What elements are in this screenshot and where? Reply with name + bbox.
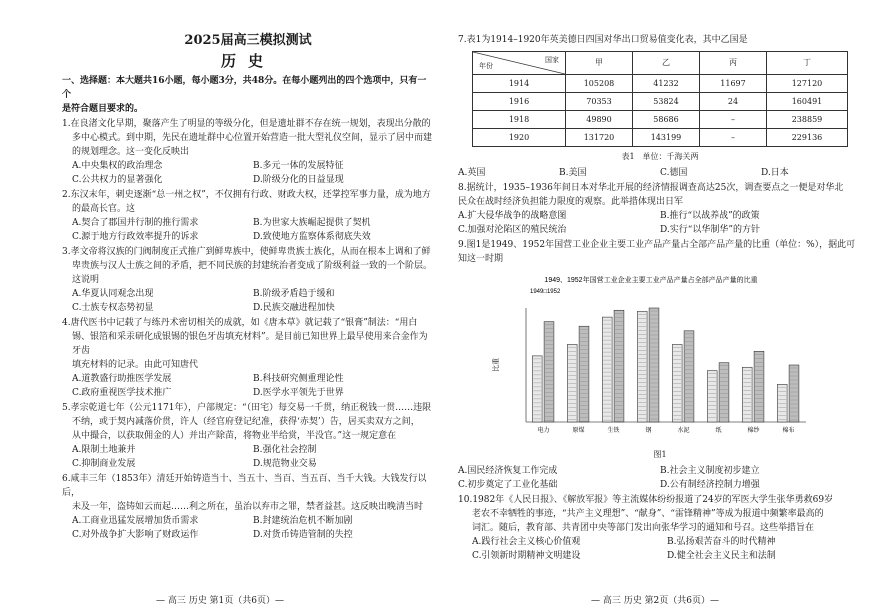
option-b: B.多元一体的发展特征: [253, 161, 344, 171]
subject-title: 历史: [220, 52, 275, 70]
instruction-line: 一、选择题：本大题共16小题，每小题3分，共48分。在每小题列出的四个选项中，只有一个: [62, 76, 427, 100]
question-stem-line: 6.咸丰三年（1853年）清廷开始铸造当十、当五十、当百、当五百、当千大钱。大钱发行以后，: [62, 474, 427, 498]
table-year-cell: 1914: [473, 75, 566, 93]
option-c: C.政府重视医学技术推广: [72, 388, 172, 398]
option-b: B.弘扬艰苦奋斗的时代精神: [667, 537, 776, 547]
option-c: C.初步奠定了工业化基础: [458, 480, 558, 490]
table-cell: 41232: [633, 75, 700, 93]
bar-1952-纸: [719, 363, 729, 422]
option-b: B.封建统治危机不断加剧: [253, 516, 353, 526]
table-cell: 70353: [566, 93, 633, 111]
table-cell: 11697: [700, 75, 767, 93]
table-col-header: 丙: [700, 52, 767, 75]
x-tick-label: 电力: [537, 428, 550, 434]
question-1: [62, 117, 434, 187]
table-year-cell: 1916: [473, 93, 566, 111]
x-tick-label: 原煤: [572, 428, 585, 434]
option-d: D.致使地方监察体系彻底失效: [253, 232, 371, 242]
table-cell: 160491: [767, 93, 848, 111]
y-axis-label: 比重: [492, 358, 500, 372]
question-8: [458, 181, 862, 237]
options: [62, 216, 434, 244]
table-cell: 131720: [566, 129, 633, 147]
option-d: D.医学水平领先于世界: [253, 388, 344, 398]
question-stem-line: 4.唐代医书中记载了与练丹术密切相关的成就，如《唐本草》就记载了“银膏”制法：“用白: [62, 318, 418, 328]
option-b: B.推行“以战养战”的政策: [660, 211, 760, 221]
question-stem-line: 卑贵族与汉人士族之间的矛盾，把不同民族的封建统治者变成了阶级利益一致的一个阶层。: [72, 261, 433, 271]
table-cell: 24: [700, 93, 767, 111]
question-9: [458, 238, 862, 492]
x-tick-label: 生铁: [607, 428, 620, 434]
bar-1949-纸: [707, 371, 717, 422]
table-cell: 143199: [633, 129, 700, 147]
table-row: [473, 111, 848, 129]
question-stem-line: 9.图1是1949、1952年国营工业企业主要工业产品产量占全部产品产量的比重（单位：%），据此可: [458, 240, 856, 250]
bar-1949-水泥: [672, 344, 682, 422]
option-d: D.民族交融进程加快: [253, 303, 335, 313]
bar-1949-原煤: [567, 344, 577, 422]
question-stem-line: 多中心模式。到中期，先民在遗址群中心位置开始营造一批大型礼仪空间，显示了居中而建: [72, 133, 433, 143]
option-a: A.国民经济恢复工作完成: [458, 466, 558, 476]
option-a: A.华夏认同观念出现: [72, 289, 154, 299]
question-6: [62, 472, 434, 542]
page-right: [440, 0, 870, 614]
question-7: [458, 33, 862, 180]
option-c: C.公共权力的显著强化: [72, 175, 163, 185]
table-header-row: [473, 52, 848, 75]
option-d: D.健全社会主义民主和法制: [667, 551, 776, 561]
option-c: C.源于地方行政效率提升的诉求: [72, 232, 199, 242]
page-footer: — 高三 历史 第2页（共6页）—: [590, 596, 720, 606]
question-stem-line: 这说明: [72, 275, 100, 285]
options: [458, 209, 862, 237]
question-5: [62, 401, 434, 471]
question-stem-line: 3.孝文帝将汉族的门阀制度正式推广到鲜卑族中，使鲜卑贵族士族化，从而在根本上调和了鲜: [62, 247, 431, 257]
table-row: [473, 75, 848, 93]
options: [62, 514, 434, 542]
option-a: A.英国: [458, 168, 486, 178]
question-stem-line: 老农不幸牺牲的事迹，“共产主义理想”、“献身”、“雷锋精神”等成为报道中频繁率最高的: [472, 509, 824, 519]
options: [458, 166, 862, 180]
figure-1: [486, 272, 862, 445]
header-year: 年份: [479, 62, 493, 70]
option-a: A.道教盛行助推医学发展: [72, 374, 172, 384]
question-stem-line: 10.1982年《人民日报》、《解放军报》等主流媒体纷纷报道了24岁的军医大学生张华勇救69岁: [458, 495, 834, 505]
option-c: C.引领新时期精神文明建设: [472, 551, 581, 561]
table-year-cell: 1920: [473, 129, 566, 147]
option-d: D.对货币铸造管制的失控: [253, 530, 353, 540]
table-cell: –: [700, 129, 767, 147]
option-b: B.科技研究侧重理论性: [253, 374, 344, 384]
option-c: C.抑制商业发展: [72, 459, 136, 469]
question-stem-line: 5.孝宗乾道七年（公元1171年），户部规定：“（田宅）每交易一千贯，纳正税钱一贯……违限: [62, 403, 432, 413]
table-col-header: 乙: [633, 52, 700, 75]
x-tick-label: 水泥: [677, 428, 690, 434]
x-tick-label: 钢: [645, 428, 652, 434]
option-a: A.践行社会主义核心价值观: [472, 537, 581, 547]
option-b: B.强化社会控制: [253, 445, 317, 455]
x-tick-label: 棉纱: [747, 428, 760, 434]
table-cell: 58686: [633, 111, 700, 129]
question-stem: 7.表1为1914–1920年英美德日四国对华出口贸易值变化表，其中乙国是: [458, 35, 748, 45]
option-c: C.德国: [660, 168, 688, 178]
table-cell: –: [700, 111, 767, 129]
table-col-header: 甲: [566, 52, 633, 75]
bar-1952-钢: [649, 308, 659, 422]
question-list: [62, 117, 434, 542]
x-tick-label: 棉布: [782, 428, 795, 434]
chart-legend: 1949□1952: [530, 289, 561, 295]
table-row: [473, 93, 848, 111]
question-stem-line: 民众在战时经济负担能力限度的观察。此举措体现出日军: [458, 197, 684, 207]
table-body: [473, 75, 848, 147]
question-stem-line: 锡、银箔和采汞研化成银锡的银色牙齿填充材料”。是目前已知世界上最早使用来合金作为牙齿: [72, 332, 428, 356]
question-stem-line: 的最高长官。这: [72, 204, 136, 214]
trade-table: [472, 51, 848, 147]
exam-title: 2025届高三模拟测试: [184, 33, 312, 48]
options: [458, 535, 862, 563]
option-a: A.限制土地兼并: [72, 445, 136, 455]
options: [62, 287, 434, 315]
option-d: D.公有制经济控制力增强: [660, 480, 760, 490]
option-c: C.加强对沦陷区的殖民统治: [458, 225, 567, 235]
bar-1952-棉纱: [754, 351, 764, 422]
bar-1949-电力: [532, 356, 542, 422]
table-cell: 105208: [566, 75, 633, 93]
question-stem-line: 未及一年，盗铸如云而起……利之所在，虽治以弃市之罪，禁者益甚。这反映出晚清当时: [72, 502, 424, 512]
page-footer: — 高三 历史 第1页（共6页）—: [155, 596, 285, 606]
option-b: B.社会主义制度初步建立: [660, 466, 760, 476]
question-10: [458, 493, 862, 563]
question-stem-line: 知这一时期: [458, 254, 504, 264]
question-stem-line: 词汇。随后，教育部、共青团中央等部门发出向张华学习的通知和号召。这些举措旨在: [472, 523, 815, 533]
options: [62, 443, 434, 471]
option-b: B.阶级矛盾趋于缓和: [253, 289, 335, 299]
option-a: A.契合了郡国并行制的推行需求: [72, 218, 199, 228]
question-stem-line: 的规划理念。这一变化反映出: [72, 147, 190, 157]
table-year-cell: 1918: [473, 111, 566, 129]
bar-1952-棉布: [789, 365, 799, 422]
table-caption: 表1 单位：千海关两: [621, 152, 699, 161]
bar-1952-水泥: [684, 331, 694, 422]
chart-title: 1949、1952年国营工业企业主要工业产品产量占全部产品产量的比重: [544, 277, 758, 284]
question-3: [62, 245, 434, 315]
table-cell: 238859: [767, 111, 848, 129]
option-d: D.阶级分化的日益显现: [253, 175, 344, 185]
option-a: A.扩大侵华战争的战略意图: [458, 211, 567, 221]
table-row: [473, 129, 848, 147]
x-tick-label: 纸: [715, 428, 722, 434]
option-b: B.美国: [559, 168, 587, 178]
header-country: 国家: [545, 56, 559, 64]
option-d: D.日本: [761, 168, 789, 178]
option-d: D.实行“以华制华”的方针: [660, 225, 760, 235]
question-stem-line: 不纳，或于契内减落价贯，许人（经官府登记纪准，获得‘赤契’）告，居买卖双方之间，: [72, 417, 420, 427]
bar-1952-原煤: [579, 326, 589, 422]
question-stem-line: 8.据统计，1935–1936年间日本对华北开展的经济情报调查高达25次，调查要点之一便是对华北: [458, 183, 844, 193]
option-c: C.士族专权态势初显: [72, 303, 154, 313]
table-col-header: 丁: [767, 52, 848, 75]
table-corner-cell: [473, 52, 566, 75]
option-a: A.中央集权的政治理念: [72, 161, 163, 171]
table-cell: 53824: [633, 93, 700, 111]
option-d: D.规范物业交易: [253, 459, 317, 469]
question-stem-line: 2.东汉末年，刺史逐渐“总一州之权”，不仅拥有行政、财政大权，还掌控军事力量，成为地方: [62, 190, 431, 200]
table-cell: 127120: [767, 75, 848, 93]
question-stem-line: 1.在良渚文化早期，聚落产生了明显的等级分化，但是遗址群不存在统一规划，表现出分散的: [62, 119, 431, 129]
table-cell: 229136: [767, 129, 848, 147]
bar-chart: [486, 272, 816, 440]
option-a: A.工商业迅猛发展增加货币需求: [72, 516, 199, 526]
question-4: [62, 316, 434, 400]
option-b: B.为世家大族崛起提供了契机: [253, 218, 371, 228]
question-2: [62, 188, 434, 244]
bar-1949-生铁: [602, 317, 612, 422]
options: [458, 464, 862, 492]
question-stem-line: 从中撮合，以获取佣金的人）并出产除苗，将物业半给赏，半没官。”这一规定意在: [72, 431, 397, 441]
bar-1949-棉纱: [742, 367, 752, 422]
table-cell: 49890: [566, 111, 633, 129]
bar-1949-钢: [637, 311, 647, 422]
question-stem-line: 填充材料的记录。由此可知唐代: [72, 360, 199, 370]
figure-caption: 图1: [653, 450, 667, 459]
options: [62, 372, 434, 400]
instruction-line: 是符合题目要求的。: [62, 104, 144, 114]
section-instructions: [62, 74, 434, 116]
option-c: C.对外战争扩大影响了财政运作: [72, 530, 199, 540]
options: [62, 159, 434, 187]
